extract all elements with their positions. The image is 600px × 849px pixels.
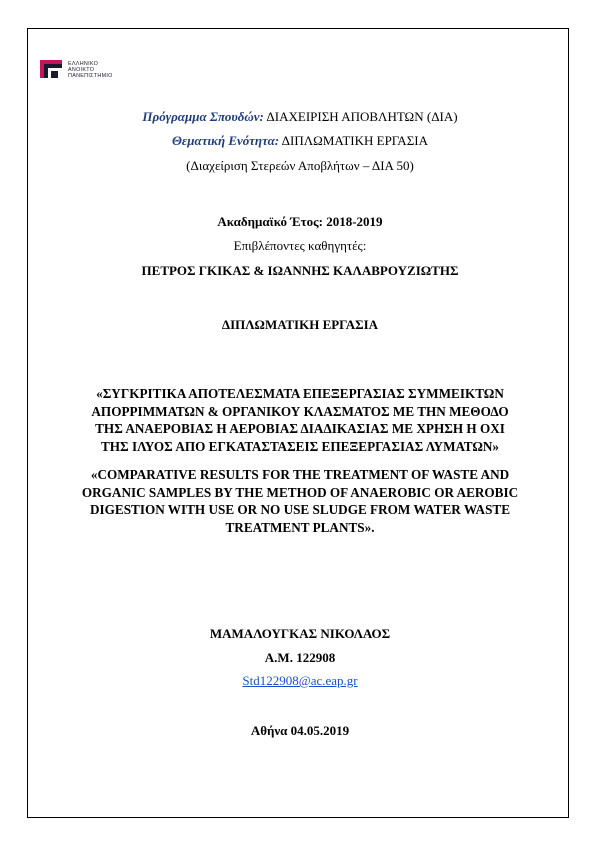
logo-line: ΕΛΛΗΝΙΚΟ <box>68 61 99 67</box>
author-name: ΜΑΜΑΛΟΥΓΚΑΣ ΝΙΚΟΛΑΟΣ <box>209 626 391 641</box>
email-line <box>0 673 600 689</box>
programme-value: ΔΙΑΧΕΙΡΙΣΗ ΑΠΟΒΛΗΤΩΝ (ΔΙΑ) <box>263 109 458 124</box>
supervisors-label: Επιβλέποντες καθηγητές: <box>233 238 367 253</box>
title-greek <box>0 385 600 455</box>
title-english-line: ORGANIC SAMPLES BY THE METHOD OF ANAEROBIC OR AEROBIC <box>81 484 519 500</box>
title-greek-line: ΑΠΟΡΡΙΜΜΑΤΩΝ & ΟΡΓΑΝΙΚΟΥ ΚΛΑΣΜΑΤΟΣ ΜΕ ΤΗΝ ΜΕΘΟΔΟ <box>91 403 509 419</box>
unit-label: Θεματική Ενότητα: <box>172 133 280 148</box>
unit-subtitle: (Διαχείριση Στερεών Αποβλήτων – ΔΙΑ 50) <box>186 158 414 173</box>
logo-line: ΠΑΝΕΠΙΣΤΗΜΙΟ <box>68 73 113 79</box>
unit-line <box>0 133 600 149</box>
academic-year: Ακαδημαϊκό Έτος: 2018-2019 <box>217 214 383 229</box>
supervisors: ΠΕΤΡΟΣ ΓΚΙΚΑΣ & ΙΩΑΝΝΗΣ ΚΑΛΑΒΡΟΥΖΙΩΤΗΣ <box>141 263 459 278</box>
title-english <box>0 466 600 536</box>
programme-label: Πρόγραμμα Σπουδών: <box>142 109 264 124</box>
unit-value: ΔΙΠΛΩΜΑΤΙΚΗ ΕΡΓΑΣΙΑ <box>279 133 428 148</box>
title-english-line: «COMPARATIVE RESULTS FOR THE TREATMENT OF WASTE AND <box>90 467 510 482</box>
title-greek-line: «ΣΥΓΚΡΙΤΙΚΑ ΑΠΟΤΕΛΕΣΜΑΤΑ ΕΠΕΞΕΡΓΑΣΙΑΣ ΣΥΜΜΕΙΚΤΩΝ <box>96 386 504 401</box>
title-english-line: TREATMENT PLANTS». <box>225 519 375 535</box>
logo-text <box>68 61 113 79</box>
title-english-line: DIGESTION WITH USE OR NO USE SLUDGE FROM WATER WASTE <box>89 502 511 518</box>
document-type: ΔΙΠΛΩΜΑΤΙΚΗ ΕΡΓΑΣΙΑ <box>221 317 379 332</box>
logo-line: ΑΝΟΙΚΤΟ <box>68 67 95 73</box>
email-link[interactable]: Std122908@ac.eap.gr <box>242 673 358 688</box>
title-greek-line: ΤΗΣ ΙΛΥΟΣ ΑΠΟ ΕΓΚΑΤΑΣΤΑΣΕΙΣ ΕΠΕΞΕΡΓΑΣΙΑΣ ΛΥΜΑΤΩΝ» <box>100 438 500 454</box>
title-greek-line: ΤΗΣ ΑΝΑΕΡΟΒΙΑΣ Η ΑΕΡΟΒΙΑΣ ΔΙΑΔΙΚΑΣΙΑΣ ΜΕ ΧΡΗΣΗ Η ΟΧΙ <box>95 421 505 437</box>
date: Αθήνα 04.05.2019 <box>250 723 350 738</box>
student-id: Α.Μ. 122908 <box>264 650 336 665</box>
programme-line <box>0 109 600 125</box>
